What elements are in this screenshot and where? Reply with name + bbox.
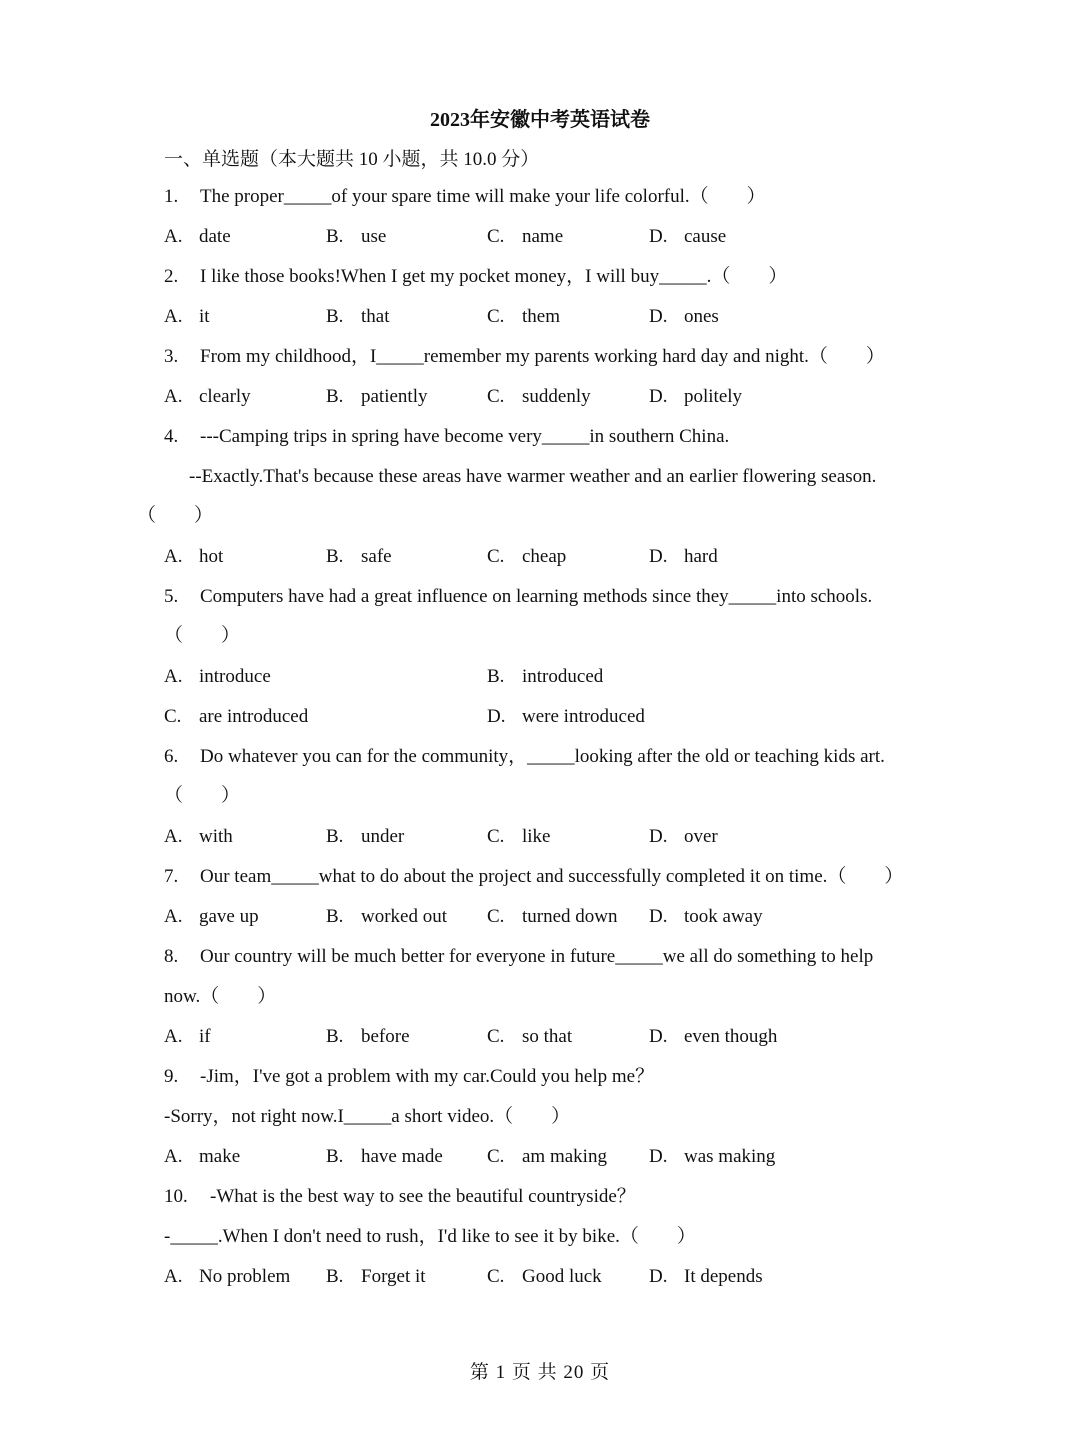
option-b: B. have made [326, 1146, 443, 1167]
option-d: D. was making [649, 1146, 776, 1167]
question-4 [164, 424, 960, 450]
option-a: A. date [164, 226, 231, 247]
option-c: C. am making [487, 1146, 607, 1167]
question-number: 7. [164, 866, 179, 887]
option-b: B. under [326, 826, 405, 847]
question-number: 9. [164, 1066, 179, 1087]
question-9-line-2: -Sorry，not right now.I_____a short video.（ ） [164, 1106, 571, 1127]
option-b: B. Forget it [326, 1266, 426, 1287]
option-c: C. cheap [487, 546, 567, 567]
option-a: A. make [164, 1146, 241, 1167]
question-number: 5. [164, 586, 179, 607]
option-d: D. It depends [649, 1266, 763, 1287]
question-text: Do whatever you can for the community，_____looking after the old or teaching kids art. [200, 746, 885, 767]
option-a: A. hot [164, 546, 224, 567]
option-a: A. it [164, 306, 210, 327]
question-number: 6. [164, 746, 179, 767]
option-d: D. were introduced [487, 706, 645, 727]
section-heading: 一、单选题（本大题共 10 小题，共 10.0 分） [164, 149, 540, 170]
option-c: C. Good luck [487, 1266, 602, 1287]
option-d: D. hard [649, 546, 718, 567]
option-a: A. if [164, 1026, 211, 1047]
question-10 [164, 1184, 960, 1210]
option-b: B. use [326, 226, 387, 247]
option-b: B. introduced [487, 666, 604, 687]
option-c: C. are introduced [164, 706, 309, 727]
option-a: A. gave up [164, 906, 259, 927]
option-a: A. with [164, 826, 233, 847]
option-b: B. that [326, 306, 390, 327]
answer-bracket: （ ） [137, 505, 214, 526]
option-c: C. turned down [487, 906, 618, 927]
question-3 [164, 344, 960, 370]
option-d: D. even though [649, 1026, 778, 1047]
option-c: C. so that [487, 1026, 573, 1047]
option-c: C. them [487, 306, 560, 327]
question-1 [164, 184, 960, 210]
question-text: The proper_____of your spare time will make your life colorful.（ ） [200, 186, 766, 207]
option-c: C. suddenly [487, 386, 591, 407]
option-c: C. name [487, 226, 564, 247]
option-b: B. safe [326, 546, 392, 567]
question-7 [164, 864, 960, 890]
option-b: B. patiently [326, 386, 428, 407]
question-4-line-2: --Exactly.That's because these areas have warmer weather and an earlier flowering season. [189, 466, 877, 487]
page-footer: 第 1 页 共 20 页 [469, 1362, 611, 1383]
question-9 [164, 1064, 960, 1090]
question-text: I like those books!When I get my pocket money，I will buy_____.（ ） [200, 266, 788, 287]
question-8 [164, 944, 960, 970]
option-d: D. ones [649, 306, 719, 327]
option-a: A. introduce [164, 666, 271, 687]
option-d: D. cause [649, 226, 727, 247]
option-a: A. clearly [164, 386, 251, 407]
option-d: D. over [649, 826, 718, 847]
answer-bracket: （ ） [164, 785, 241, 806]
question-2 [164, 264, 960, 290]
question-number: 10. [164, 1186, 188, 1207]
question-number: 2. [164, 266, 179, 287]
question-text: -Jim，I've got a problem with my car.Could you help me？ [200, 1066, 655, 1087]
question-text: -What is the best way to see the beautiful countryside？ [210, 1186, 636, 1207]
question-number: 8. [164, 946, 179, 967]
option-d: D. took away [649, 906, 763, 927]
option-b: B. worked out [326, 906, 448, 927]
question-number: 1. [164, 186, 179, 207]
option-b: B. before [326, 1026, 410, 1047]
question-number: 4. [164, 426, 179, 447]
question-8-line-2: now.（ ） [164, 986, 277, 1007]
option-d: D. politely [649, 386, 743, 407]
answer-bracket: （ ） [164, 625, 241, 646]
question-text: Computers have had a great influence on learning methods since they_____into schools. [200, 586, 873, 607]
question-text: Our team_____what to do about the project and successfully completed it on time.（ ） [200, 866, 904, 887]
question-10-line-2: -_____.When I don't need to rush，I'd like to see it by bike.（ ） [164, 1226, 696, 1247]
question-text: From my childhood，I_____remember my parents working hard day and night.（ ） [200, 346, 885, 367]
question-5 [164, 584, 960, 610]
question-text: Our country will be much better for everyone in future_____we all do something to help [200, 946, 874, 967]
question-text: ---Camping trips in spring have become very_____in southern China. [200, 426, 730, 447]
question-6 [164, 744, 960, 770]
option-c: C. like [487, 826, 551, 847]
exam-title: 2023年安徽中考英语试卷 [430, 109, 650, 131]
option-a: A. No problem [164, 1266, 291, 1287]
question-number: 3. [164, 346, 179, 367]
